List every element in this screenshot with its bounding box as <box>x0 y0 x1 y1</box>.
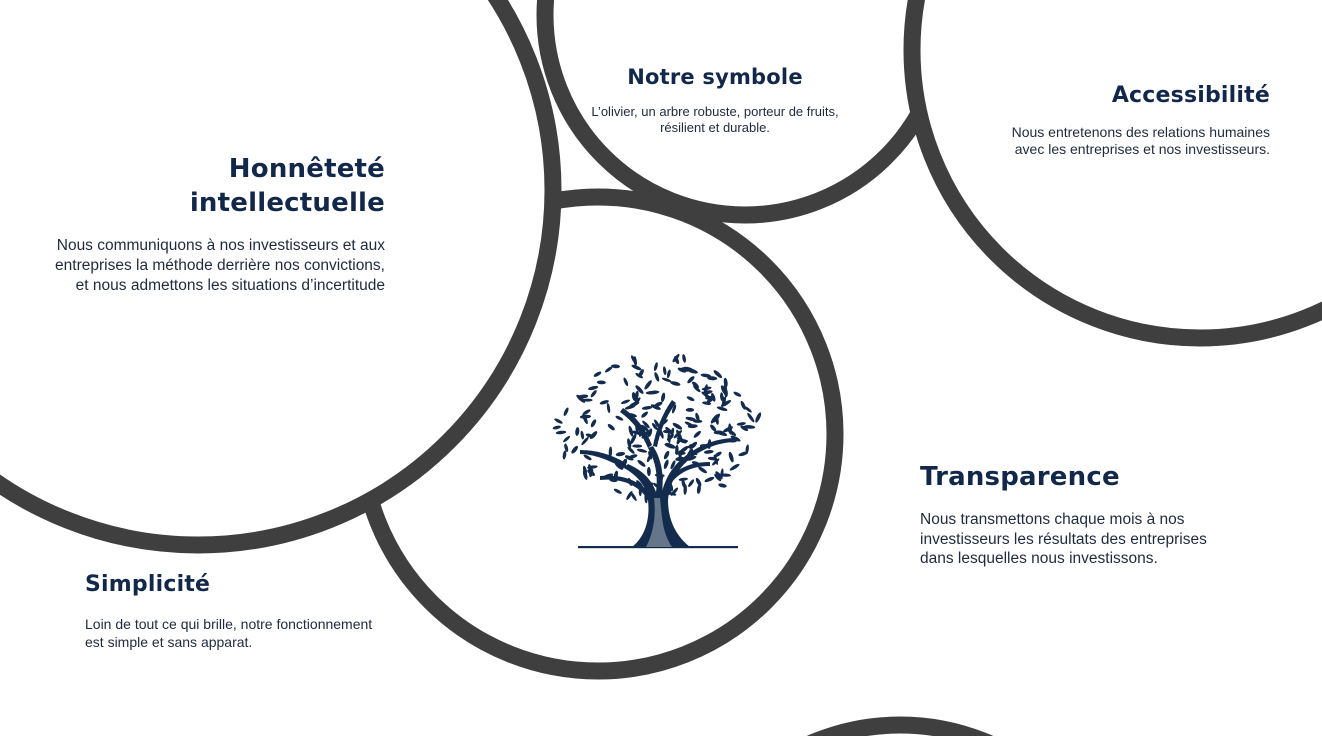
olive-tree-icon <box>550 350 770 555</box>
ring-bottom <box>675 725 1125 736</box>
leaf <box>663 450 671 460</box>
leaf <box>597 380 606 384</box>
value-transparence-title: Transparence <box>920 462 1120 492</box>
leaf <box>655 473 665 477</box>
leaf <box>590 389 598 398</box>
leaf <box>647 467 651 476</box>
leaf <box>588 385 599 391</box>
leaf <box>704 450 714 455</box>
leaf <box>682 354 687 363</box>
leaf <box>662 366 667 375</box>
value-honnetete-title-line1: Honnêteté <box>228 154 385 184</box>
leaf <box>562 435 571 443</box>
leaf <box>661 377 671 383</box>
value-honnetete-title <box>40 152 385 220</box>
leaf <box>556 430 567 434</box>
leaf <box>754 412 762 424</box>
leaf <box>693 420 702 423</box>
leaf <box>615 415 624 422</box>
leaf <box>653 372 660 383</box>
leaf <box>704 476 715 483</box>
leaf <box>666 369 671 378</box>
value-honnetete-text: Nous communiquons à nos investisseurs et aux entreprises la méthode derrière nos convictions, et nous admettons les situations d’incertitude <box>55 237 385 294</box>
leaf <box>653 362 658 372</box>
leaf <box>686 395 695 402</box>
value-symbole-text: L’olivier, un arbre robuste, porteur de fruits, résilient et durable. <box>591 104 839 135</box>
leaf <box>606 403 611 414</box>
leaf <box>643 379 653 390</box>
leaf <box>607 423 616 432</box>
leaf <box>687 479 695 488</box>
value-simplicite-title: Simplicité <box>85 572 211 597</box>
leaf <box>697 466 708 475</box>
leaf <box>737 422 747 427</box>
value-accessibilite-text: Nous entretenons des relations humaines avec les entreprises et nos investisseurs. <box>1011 124 1270 157</box>
leaf <box>563 407 570 417</box>
value-transparence <box>920 460 1240 569</box>
leaf <box>636 459 646 468</box>
leaf <box>554 417 564 424</box>
value-symbole <box>590 62 840 136</box>
leaf <box>620 399 630 405</box>
value-honnetete-title-line2: intellectuelle <box>189 188 385 218</box>
value-accessibilite-title: Accessibilité <box>1111 83 1270 108</box>
value-accessibilite <box>990 80 1270 158</box>
leaf <box>552 425 561 430</box>
leaf <box>570 445 579 455</box>
leaf <box>729 463 740 472</box>
leaf <box>575 427 580 436</box>
leaf <box>636 448 647 454</box>
leaf <box>733 391 742 398</box>
leaf <box>613 488 622 495</box>
leaf <box>562 450 567 459</box>
leaf <box>693 430 702 439</box>
leaf <box>615 451 625 456</box>
leaf <box>728 451 735 463</box>
leaf <box>563 443 569 452</box>
leaf <box>718 483 727 489</box>
value-simplicite-text: Loin de tout ce qui brille, notre fonctionnement est simple et sans apparat. <box>85 616 373 650</box>
leaf <box>640 410 649 418</box>
leaf <box>593 370 602 377</box>
value-transparence-text: Nous transmettons chaque mois à nos investisseurs les résultats des entreprises dans lesquelles nous investissons. <box>920 511 1207 567</box>
leaf <box>746 412 755 423</box>
leaf <box>623 377 630 387</box>
leaf <box>660 392 666 402</box>
leaf <box>663 459 670 470</box>
value-symbole-title: Notre symbole <box>627 65 803 89</box>
leaf <box>590 419 598 429</box>
leaf <box>686 408 694 412</box>
leaf <box>580 414 592 419</box>
leaf <box>670 380 681 386</box>
leaf <box>642 405 653 410</box>
leaf <box>580 430 585 439</box>
leaf <box>632 444 642 447</box>
value-honnetete <box>40 152 385 296</box>
ring-right <box>912 0 1322 338</box>
value-simplicite <box>85 569 375 651</box>
